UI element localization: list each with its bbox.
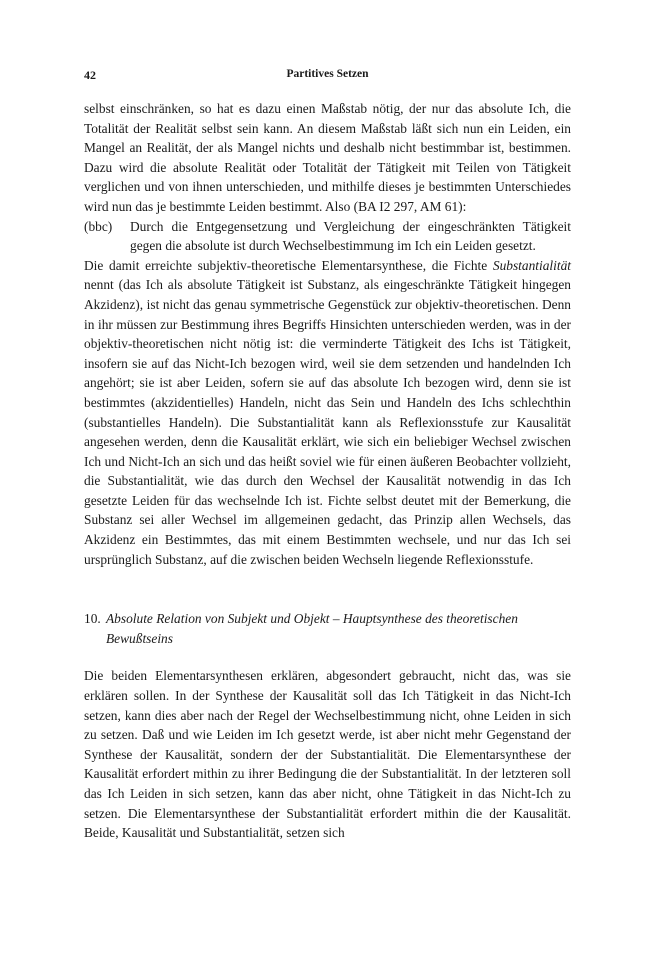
emphasis-substantialitaet: Substantialität: [492, 257, 571, 273]
reference-label: (bbc): [84, 218, 113, 234]
running-title: Partitives Setzen: [286, 68, 369, 80]
page-number: 42: [84, 68, 96, 82]
section-heading: [84, 609, 571, 648]
book-page: [84, 68, 571, 843]
reference-block: [84, 217, 571, 256]
paragraph-elementarsynthesen: [84, 666, 571, 842]
section-number: 10.: [84, 611, 101, 627]
running-head: [84, 68, 571, 86]
paragraph-1-text: selbst einschränken, so hat es dazu einen Maßstab nötig, der nur das absolute Ich, die Totalität der Realität selbst sein kann. An diesem Maßstab läßt sich nun ein Leiden, ein Mangel an Realität, der als Mangel nichts und deshalb nicht bestimmbar ist, bestimmen. Dazu wird die absolute Realität oder Totalität der Tätigkeit mit Teilen von Tätigkeit verglichen und von ihnen unterschieden, und mithilfe dieses je bestimmten Unterschiedes wird nun das je bestimmte Leiden bestimmt. Also (BA I2 297, AM 61):: [84, 101, 571, 214]
paragraph-3-text: Die beiden Elementarsynthesen erklären, abgesondert gebraucht, nicht das, was sie erklären sollen. In der Synthese der Kausalität soll das Ich Tätigkeit in das Nicht-Ich setzen, kann dies aber nach der Regel der Wechselbestimmung nicht, ohne Leiden in sich zu setzen. Daß und wie Leiden im Ich gesetzt werde, ist aber nicht mehr Gegenstand der Synthese der Kausalität, sondern der der Substantialität. Die Elementarsynthese der Kausalität erfordert mithin zu ihrer Bedingung die der Substantialität. In der letzteren soll das Ich Leiden in sich setzen, kann das aber nicht, ohne Tätigkeit in das Nicht-Ich zu setzen. Die Elementarsynthese der Substantialität erfordert mithin die der Kausalität. Beide, Kausalität und Substantialität, setzen sich: [84, 668, 571, 841]
paragraph-2-lead: Die damit erreichte subjektiv-theoretische Elementarsynthese, die Fichte: [84, 257, 493, 273]
paragraph-2-body: nennt (das Ich als absolute Tätigkeit ist Substanz, als eingeschränkte Tätigkeit hingegen Akzidenz), ist nicht das genau symmetrische Gegenstück zur objektiv-theoretischen. Denn in ihr müssen zur Bestimmung ihres Begriffs Hinsichten unterschieden werden, was in der objektiv-theoretischen nicht nötig ist: die verminderte Tätigkeit des Ichs ist Tätigkeit, insofern sie auf das Nicht-Ich bezogen wird, weil sie dem setzenden und handelnden Ich angehört; sie ist aber Leiden, sofern sie auf das absolute Ich bezogen wird, denn sie ist bestimmtes (akzidentielles) Handeln, nicht das Sein und Handeln des Ichs schlechthin (substantielles Handeln). Die Substantialität kann als Reflexionsstufe zur Kausalität angesehen werden, denn die Kausalität erklärt, wie sich ein beliebiger Wechsel zwischen Ich und Nicht-Ich an sich und das heißt soviel wie für einen äußeren Beobachter vollzieht, die Substantialität, wie das durch den Wechsel der Kausalität notwendig in das Ich gesetzte Leiden für das wechselnde Ich ist. Fichte selbst deutet mit der Bemerkung, die Substanz sei aller Wechsel im allgemeinen gedacht, das Prinzip allen Wechsels, das Akzidenz ein Bestimmtes, das mit einem Bestimmten wechsele, und nur das Ich sei ursprünglich Substanz, auf die zwischen beiden Wechseln liegende Reflexionsstufe.: [84, 277, 571, 567]
paragraph-continuation: [84, 99, 571, 256]
reference-text: Durch die Entgegensetzung und Vergleichung der eingeschränkten Tätigkeit gegen die absolute ist durch Wechselbestimmung im Ich ein Leiden gesetzt.: [130, 218, 571, 254]
paragraph-substantiality: [84, 256, 571, 570]
paragraph-2-text: [84, 256, 571, 570]
section-title: Absolute Relation von Subjekt und Objekt – Hauptsynthese des theoretischen Bewußtseins: [106, 611, 518, 646]
